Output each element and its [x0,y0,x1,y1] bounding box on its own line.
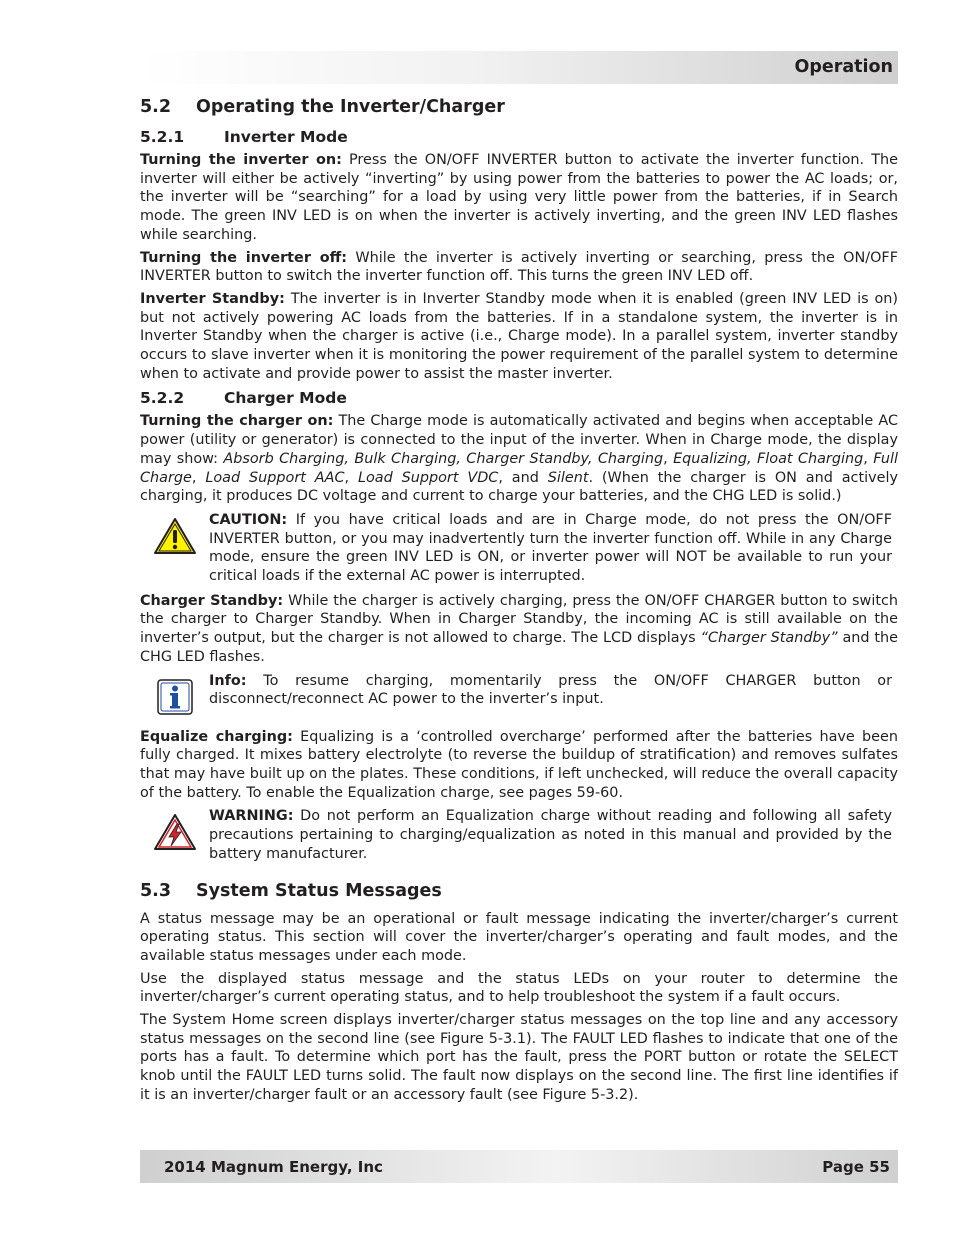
paragraph-label: Turning the charger on: [140,413,334,430]
paragraph-label: Turning the inverter on: [140,152,342,168]
display-mode: Full Charge [140,450,898,486]
paragraph-label: Inverter Standby: [140,290,285,307]
info-note [140,672,898,722]
paragraph-label: Charger Standby: [140,592,284,609]
paragraph-text: and the CHG LED flashes. [140,630,899,665]
caution-label: CAUTION: [209,511,288,528]
caution-text [209,511,898,586]
inverter-on-paragraph [140,151,898,245]
charger-on-paragraph [140,412,898,506]
section-number: 5.2 [140,97,172,117]
header-title: Operation [794,57,893,77]
info-text [209,672,898,709]
high-voltage-warning-icon [140,807,209,857]
page-content [140,94,898,1109]
note-text: To resume charging, momentarily press the ON/OFF CHARGER button or disconnect/reconnect AC power to the inverter’s input. [209,672,892,708]
note-text: If you have critical loads and are in Charge mode, do not press the ON/OFF INVERTER button, or you may inadvertently turn the inverter function off. While in any Charge mode, ensure the green INV LED is ON, or inverter power will NOT be available to run your critical loads if the external AC power is interrupted. [209,511,892,585]
warning-text [209,807,898,863]
page-number: Page 55 [822,1158,890,1176]
separator: , and [498,469,548,486]
subsection-number: 5.2.1 [140,128,185,146]
warning-note [140,807,898,863]
separator: , [863,450,874,467]
footer-bar [140,1150,898,1183]
paragraph-text: Press the ON/OFF INVERTER button to activate the inverter function. The inverter will either be actively “inverting” by using power from the batteries to power the AC loads; or, the inverter will be “searching” for a load by using very little power from the batteries, if in Search mode. The green INV LED is on when the inverter is actively inverting, and the green INV LED flashes while searching. [140,152,898,243]
paragraph-text: The inverter is in Inverter Standby mode when it is enabled (green INV LED is on) but not actively powering AC loads from the batteries. If in a standalone system, the inverter is in Inverter Standby when the charger is active (i.e., Charge mode). In a parallel system, inverter standby occurs to slave inverter when it is monitoring the power requirement of the parallel system to determine when to activate and provide power to assist the master inverter. [140,290,898,382]
paragraph-text: The Charge mode is automatically activated and begins when acceptable AC power (utility or generator) is connected to the input of the inverter. When in Charge mode, the display may show: [140,413,898,467]
lcd-message: “Charger Standby” [700,630,838,647]
equalize-charging-paragraph [140,728,898,803]
status-paragraph-1: A status message may be an operational or fault message indicating the inverter/charger’s current operating status. This section will cover the inverter/charger’s operating and fault modes, and the available status messages under each mode. [140,910,898,964]
section-number: 5.3 [140,880,172,901]
display-mode-list: Absorb Charging, Bulk Charging, Charger Standby, Charging [223,450,664,467]
warning-label: WARNING: [209,808,294,825]
section-5-2-heading [140,94,898,120]
paragraph-text: While the inverter is actively inverting or searching, press the ON/OFF INVERTER button to switch the inverter function off. This turns the green INV LED off. [140,249,898,285]
section-title: System Status Messages [196,880,442,901]
display-mode: Load Support VDC [357,469,499,486]
display-mode: Silent [547,469,589,486]
paragraph-label: Equalize charging: [140,728,293,745]
subsection-5-2-2-heading [140,387,898,409]
info-label: Info: [209,672,247,689]
footer-copyright: 2014 Magnum Energy, Inc [164,1158,383,1176]
caution-note [140,511,898,586]
status-paragraph-3: The System Home screen displays inverter/charger status messages on the top line and any accessory status messages on the second line (see Figure 5-3.1). The FAULT LED flashes to indicate that one of the ports has a fault. To determine which port has the fault, press the PORT button or rotate the SELECT knob until the FAULT LED turns solid. The fault now displays on the second line. The first line identifies if it is an inverter/charger fault or an accessory fault (see Figure 5-3.2). [140,1012,898,1103]
inverter-off-paragraph [140,249,898,286]
charger-standby-paragraph [140,592,898,667]
paragraph-text: . (When the charger is ON and actively charging, it produces DC voltage and current to charge your batteries, and the CHG LED is solid.) [140,469,898,505]
subsection-title: Inverter Mode [224,128,348,146]
section-5-3-heading [140,878,898,904]
paragraph-text: Equalizing is a ‘controlled overcharge’ performed after the batteries have been fully charged. It mixes battery electrolyte (to reverse the buildup of stratification) and removes sulfates that may have built up on the plates. These conditions, if left unchecked, will reduce the overall capacity of the battery. To enable the Equalization charge, see pages 59-60. [140,728,898,801]
separator: , [191,469,206,486]
paragraph-text: While the charger is actively charging, press the ON/OFF CHARGER button to switch the charger to Charger Standby. When in Charger Standby, the incoming AC is still available on the inverter’s output, but the charger is not allowed to charge. The LCD displays [140,592,898,647]
paragraph-label: Turning the inverter off: [140,249,348,266]
separator: , [663,450,674,467]
subsection-5-2-1-heading [140,126,898,148]
display-mode: Load Support AAC [205,469,345,486]
caution-triangle-icon [140,511,209,561]
info-icon [140,672,209,722]
section-title: Operating the Inverter/Charger [196,97,505,117]
separator: , [344,469,358,486]
subsection-title: Charger Mode [224,389,347,408]
inverter-standby-paragraph [140,290,898,384]
display-mode-list: Equalizing, Float Charging [673,450,864,467]
status-paragraph-2: Use the displayed status message and the status LEDs on your router to determine the inverter/charger’s current operating status, and to help troubleshoot the system if a fault occurs. [140,970,898,1006]
header-bar [140,51,898,84]
subsection-number: 5.2.2 [140,389,185,408]
note-text: Do not perform an Equalization charge without reading and following all safety precautions pertaining to charging/equalization as noted in this manual and provided by the battery manufacturer. [209,808,892,862]
